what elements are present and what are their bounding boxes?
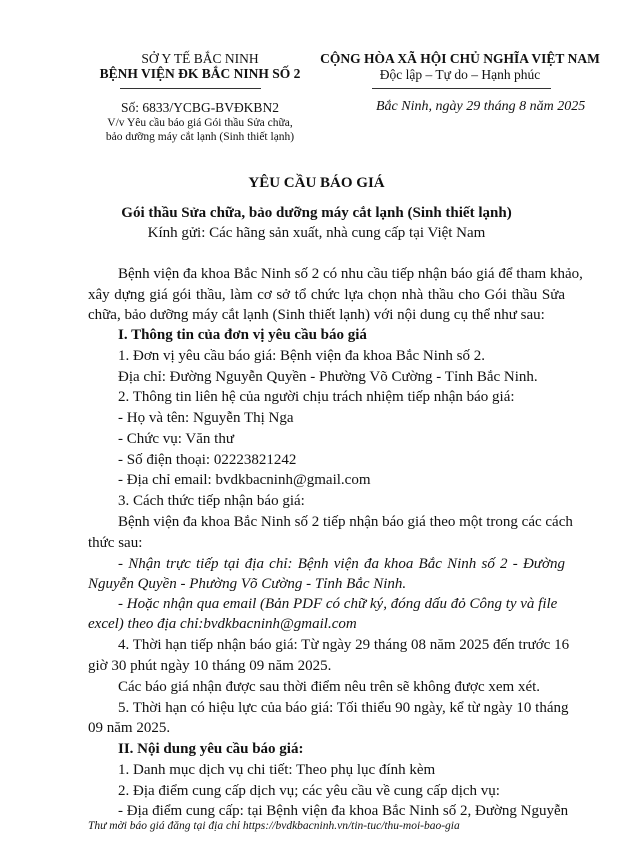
- document-title: YÊU CẦU BÁO GIÁ: [248, 175, 385, 191]
- method-direct: Nguyễn Quyền - Phường Võ Cường - Tỉnh Bắc Ninh.: [88, 576, 407, 592]
- intro-line: xây dựng giá gói thầu, làm cơ sở tổ chức lựa chọn nhà thầu cho Gói thầu Sửa: [88, 287, 565, 303]
- item-3-description: thức sau:: [88, 535, 143, 551]
- recipient-line: Kính gửi: Các hãng sản xuất, nhà cung cấp tại Việt Nam: [147, 225, 486, 241]
- org-parent: SỞ Y TẾ BẮC NINH: [141, 51, 259, 66]
- section-1-item-4: giờ 30 phút ngày 10 tháng 09 năm 2025.: [88, 658, 332, 674]
- subject-line: V/v Yêu cầu báo giá Gói thầu Sửa chữa,: [107, 117, 293, 129]
- header-divider-left: [120, 88, 261, 89]
- method-direct: - Nhận trực tiếp tại địa chỉ: Bệnh viện đa khoa Bắc Ninh số 2 - Đường: [118, 556, 565, 572]
- contact-name: - Họ và tên: Nguyễn Thị Nga: [118, 410, 294, 426]
- contact-email: - Địa chỉ email: bvdkbacninh@gmail.com: [118, 472, 371, 488]
- document-subject: [90, 116, 310, 144]
- intro-line: Bệnh viện đa khoa Bắc Ninh số 2 có nhu cầu tiếp nhận báo giá để tham khảo,: [118, 266, 583, 282]
- intro-line: chữa, bảo dưỡng máy cắt lạnh (Sinh thiết lạnh) với nội dung cụ thể như sau:: [88, 307, 545, 323]
- section-1-item-4: 4. Thời hạn tiếp nhận báo giá: Từ ngày 29 tháng 08 năm 2025 đến trước 16: [118, 637, 570, 653]
- org-name: BỆNH VIỆN ĐK BẮC NINH SỐ 2: [99, 66, 301, 81]
- section-1-item-5: 09 năm 2025.: [88, 720, 171, 736]
- header-divider-right: [372, 88, 551, 89]
- section-2-heading: II. Nội dung yêu cầu báo giá:: [118, 741, 304, 757]
- section-1-item-3: 3. Cách thức tiếp nhận báo giá:: [118, 493, 305, 509]
- section-1-item-1: 1. Đơn vị yêu cầu báo giá: Bệnh viện đa khoa Bắc Ninh số 2.: [118, 348, 486, 364]
- contact-phone: - Số điện thoại: 02223821242: [118, 452, 297, 468]
- document-number: Số: 6833/YCBG-BVĐKBN2: [121, 100, 279, 115]
- section-2-item-2: 2. Địa điểm cung cấp dịch vụ; các yêu cầu về cung cấp dịch vụ:: [118, 783, 500, 799]
- section-1-heading: I. Thông tin của đơn vị yêu cầu báo giá: [118, 327, 367, 343]
- method-email: - Hoặc nhận qua email (Bản PDF có chữ ký, đóng dấu đỏ Công ty và file: [118, 596, 558, 612]
- contact-position: - Chức vụ: Văn thư: [118, 431, 234, 447]
- section-2-item-1: 1. Danh mục dịch vụ chi tiết: Theo phụ lục đính kèm: [118, 762, 436, 778]
- subject-line: bảo dưỡng máy cắt lạnh (Sinh thiết lạnh): [105, 131, 295, 143]
- item-4-note: Các báo giá nhận được sau thời điểm nêu trên sẽ không được xem xét.: [118, 679, 541, 695]
- method-email: excel) theo địa chỉ:bvdkbacninh@gmail.com: [88, 616, 357, 632]
- footer-note: Thư mời báo giá đăng tại địa chỉ https://bvdkbacninh.vn/tin-tuc/thu-moi-bao-gia: [88, 820, 460, 832]
- requester-address: Địa chỉ: Đường Nguyễn Quyền - Phường Võ Cường - Tỉnh Bắc Ninh.: [118, 369, 538, 385]
- item-3-description: Bệnh viện đa khoa Bắc Ninh số 2 tiếp nhận báo giá theo một trong các cách: [118, 514, 573, 530]
- national-motto: Độc lập – Tự do – Hạnh phúc: [379, 67, 541, 82]
- section-1-item-2: 2. Thông tin liên hệ của người chịu trách nhiệm tiếp nhận báo giá:: [118, 389, 515, 405]
- nation-title: CỘNG HÒA XÃ HỘI CHỦ NGHĨA VIỆT NAM: [320, 51, 600, 66]
- section-1-item-5: 5. Thời hạn có hiệu lực của báo giá: Tối thiểu 90 ngày, kể từ ngày 10 tháng: [118, 700, 569, 716]
- document-subtitle: Gói thầu Sửa chữa, bảo dưỡng máy cắt lạnh (Sinh thiết lạnh): [121, 205, 512, 221]
- service-location: - Địa điểm cung cấp: tại Bệnh viện đa khoa Bắc Ninh số 2, Đường Nguyễn: [118, 803, 569, 819]
- place-date: Bắc Ninh, ngày 29 tháng 8 năm 2025: [376, 99, 586, 114]
